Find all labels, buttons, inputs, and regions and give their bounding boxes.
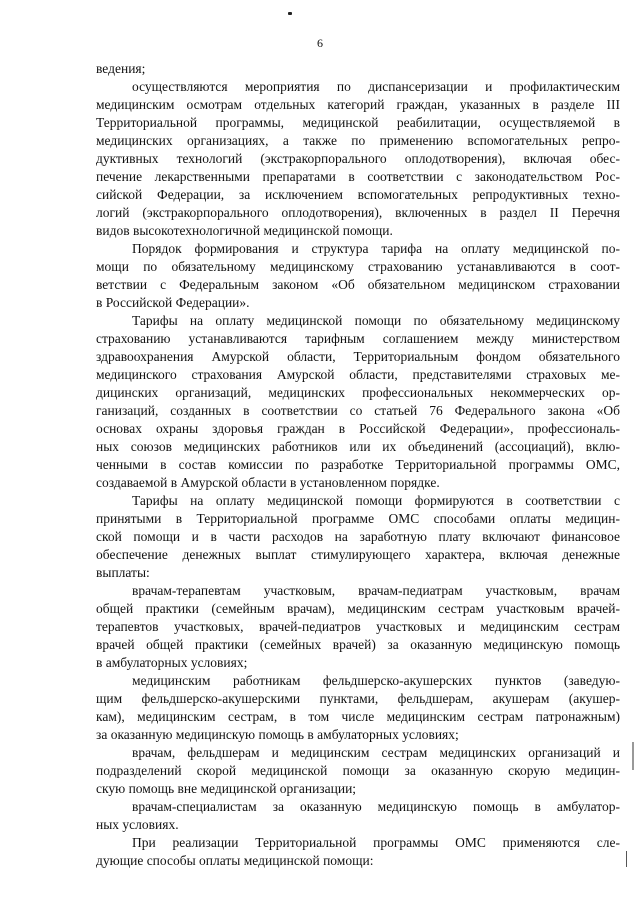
text-line: логий (экстракорпорального оплодотворения), включенных в раздел II Перечня [96,205,620,220]
text-line: медицинским работникам фельдшерско-акушерских пунктов (заведую- [132,673,620,688]
text-line: Порядок формирования и структура тарифа на оплату медицинской по- [132,241,620,256]
scan-edge-mark [632,742,634,770]
text-line: Тарифы на оплату медицинской помощи формируются в соответствии с [132,493,620,508]
text-line: ченными в состав комиссии по разработке Территориальной программы ОМС, [96,457,620,472]
text-line: печение лекарственными препаратами в соответствии с законодательством Рос- [96,169,620,184]
text-line: дицинских организаций, медицинских профессиональных некоммерческих ор- [96,385,620,400]
text-line: медицинским осмотрам отдельных категорий граждан, указанных в разделе III [96,97,620,112]
text-line: Тарифы на оплату медицинской помощи по обязательному медицинскому [132,313,620,328]
text-line: обеспечение денежных выплат стимулирующего характера, включая денежные [96,547,620,562]
text-line: за оказанную медицинскую помощь в амбулаторных условиях; [96,727,459,742]
text-line: ных условиях. [96,817,179,832]
text-line: ведения; [96,61,146,76]
text-line: ветствии с Федеральным законом «Об обязательном медицинском страховании [96,277,620,292]
text-line: создаваемой в Амурской области в установленном порядке. [96,475,440,490]
paragraph [96,312,620,492]
paragraph [96,492,620,582]
text-line: дуктивных технологий (экстракорпорального оплодотворения), включая обес- [96,151,620,166]
text-line: принятыми в Территориальной программе ОМС способами оплаты медицин- [96,511,620,526]
scan-speck [288,12,292,15]
text-line: сийской Федерации, за исключением вспомогательных репродуктивных техно- [96,187,620,202]
paragraph [96,672,620,744]
paragraph [96,834,620,870]
scan-edge-mark [626,851,627,867]
document-body [96,60,620,870]
text-line: ных союзов медицинских работников или их объединений (ассоциаций), вклю- [96,439,620,454]
text-line: подразделений скорой медицинской помощи за оказанную скорую медицин- [96,763,620,778]
paragraph [96,60,620,78]
text-line: медицинского страхования Амурской области, представителями страховых ме- [96,367,620,382]
paragraph [96,78,620,240]
text-line: в амбулаторных условиях; [96,655,248,670]
text-line: щим фельдшерско-акушерскими пунктами, фельдшерам, акушерам (акушер- [96,691,620,706]
text-line: При реализации Территориальной программы ОМС применяются сле- [132,835,620,850]
text-line: медицинских организациях, а также по применению вспомогательных репро- [96,133,620,148]
text-line: ской помощи и в части расходов на заработную плату включают финансовое [96,529,620,544]
text-line: основах охраны здоровья граждан в Российской Федерации», профессиональ- [96,421,620,436]
paragraph [96,744,620,798]
text-line: мощи по обязательному медицинскому страхованию устанавливаются в соот- [96,259,620,274]
paragraph [96,582,620,672]
text-line: в Российской Федерации». [96,295,250,310]
text-line: здравоохранения Амурской области, Территориальным фондом обязательного [96,349,620,364]
text-line: скую помощь вне медицинской организации; [96,781,357,796]
paragraph [96,240,620,312]
text-line: кам), медицинским сестрам, в том числе медицинским сестрам патронажным) [96,709,620,724]
text-line: врачам, фельдшерам и медицинским сестрам медицинских организаций и [132,745,620,760]
text-line: осуществляются мероприятия по диспансеризации и профилактическим [132,79,620,94]
text-line: общей практики (семейным врачам), медицинским сестрам участковым врачей- [96,601,620,616]
text-line: выплаты: [96,565,150,580]
text-line: врачей общей практики (семейных врачей) за оказанную медицинскую помощь [96,637,620,652]
text-line: дующие способы оплаты медицинской помощи: [96,853,374,868]
text-line: врачам-терапевтам участковым, врачам-педиатрам участковым, врачам [132,583,620,598]
text-line: видов высокотехнологичной медицинской помощи. [96,223,393,238]
page-number: 6 [317,36,323,50]
text-line: страхованию устанавливаются тарифным соглашением между министерством [96,331,620,346]
text-line: терапевтов участковых, врачей-педиатров участковых и медицинским сестрам [96,619,620,634]
text-line: врачам-специалистам за оказанную медицинскую помощь в амбулатор- [132,799,620,814]
paragraph [96,798,620,834]
text-line: Территориальной программы, медицинской реабилитации, осуществляемой в [96,115,620,130]
text-line: ганизаций, созданных в соответствии со статьей 76 Федерального закона «Об [96,403,620,418]
